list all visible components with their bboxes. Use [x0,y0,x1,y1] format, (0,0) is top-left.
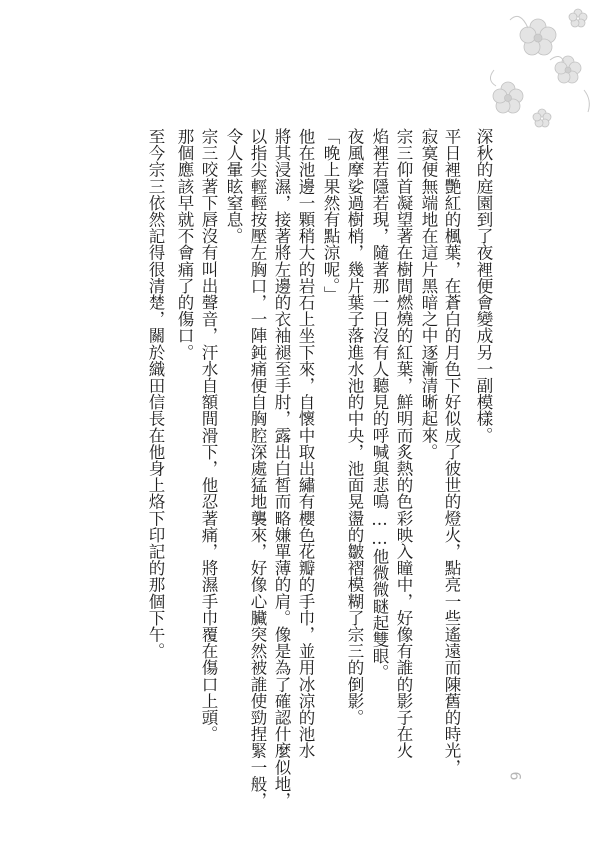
cherry-blossom-icon [480,0,599,150]
text-line-10: 以指尖輕輕按壓左胸口，一陣鈍痛便自胸腔深處猛地襲來，好像心臟突然被誰使勁捏緊一般， [248,128,267,809]
text-line-12: 宗三咬著下唇沒有叫出聲音，汗水自額間滑下，他忍著痛，將濕手巾覆在傷口上頭。 [199,128,218,743]
text-line-4: 宗三仰首凝望著在樹間燃燒的紅葉，鮮明而炙熱的色彩映入瞳中，好像有誰的影子在火 [394,128,413,759]
text-line-2: 平日裡艷紅的楓葉，在蒼白的月色下好似成了彼世的燈火，點亮一些遙遠而陳舊的時光， [442,128,461,776]
text-line-14: 至今宗三依然記得很清楚，關於織田信長在他身上烙下印記的那個下午。 [146,128,165,660]
text-line-1: 深秋的庭園到了夜裡便會變成另一副模樣。 [474,128,493,444]
text-line-11: 令人暈眩窒息。 [224,128,243,245]
text-line-3: 寂寞便無端地在這片黑暗之中逐漸清晰起來。 [419,128,438,460]
page-number: 6 [506,771,523,781]
text-line-6: 夜風摩娑過樹梢，幾片葉子落進水池的中央，池面晃盪的皺褶模糊了宗三的倒影。 [345,128,364,726]
text-line-9: 將其浸濕，接著將左邊的衣袖褪至手肘，露出白皙而略嫌單薄的肩。像是為了確認什麼似地， [272,128,291,809]
text-line-5: 焰裡若隱若現，隨著那一日沒有人聽見的呼喊與悲鳴……他微微瞇起雙眼。 [370,128,389,681]
text-line-13: 那個應該早就不會痛了的傷口。 [175,128,194,361]
text-line-7: 「晚上果然有點涼呢。」 [321,128,340,303]
text-line-8: 他在池邊一顆稍大的岩石上坐下來，自懷中取出繡有櫻色花瓣的手巾，並用冰涼的池水 [296,128,315,759]
